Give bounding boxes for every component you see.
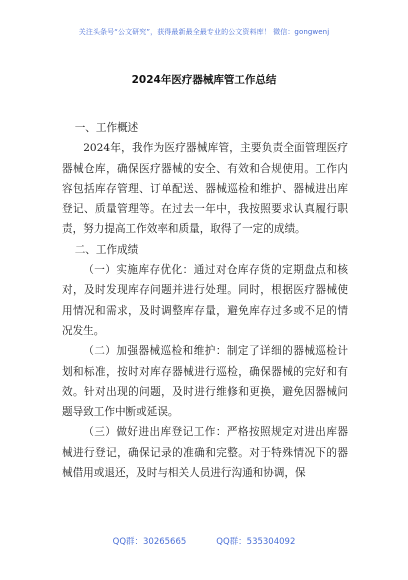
paragraph-item-2: （二）加强器械巡检和维护：制定了详细的器械巡检计划和标准，按时对库存器械进行巡检，确保器械的完好和有效。针对出现的问题，及时进行维修和更换，避免因器械问题导致工作中断或延误。 [62, 345, 348, 419]
section-heading-overview: 一、工作概述 [74, 122, 139, 134]
paragraph-item-3: （三）做好进出库登记工作：严格按照规定对进出库器械进行登记，确保记录的准确和完整。对于特殊情况下的器械借用或退还，及时与相关人员进行沟通和协调，保 [62, 426, 348, 480]
footer-contact [0, 535, 408, 547]
section-heading-achievements: 二、工作成绩 [74, 243, 139, 256]
paragraph-item-1: （一）实施库存优化：通过对仓库存货的定期盘点和核对，及时发现库存问题并进行处理。同时，根据医疗器械使用情况和需求，及时调整库存量，避免库存过多或不足的情况发生。 [62, 264, 348, 337]
document-body [62, 118, 348, 483]
footer-qq-group-1: QQ群：30265665 [112, 537, 187, 547]
footer-qq-group-2: QQ群：535304092 [216, 537, 296, 547]
document-title: 2024年医疗器械库管工作总结 [131, 74, 277, 86]
paragraph-overview: 2024年，我作为医疗器械库管，主要负责全面管理医疗器械仓库，确保医疗器械的安全、有效和合规使用。工作内容包括库存管理、订单配送、器械巡检和维护、器械进出库登记、质量管理等。在过去一年中，我按照要求认真履行职责，努力提高工作效率和质量，取得了一定的成绩。 [62, 142, 348, 236]
header-notice: 关注头条号“公文研究”，获得最新最全最专业的公文资料库！ 微信：gongwenj [78, 28, 330, 36]
